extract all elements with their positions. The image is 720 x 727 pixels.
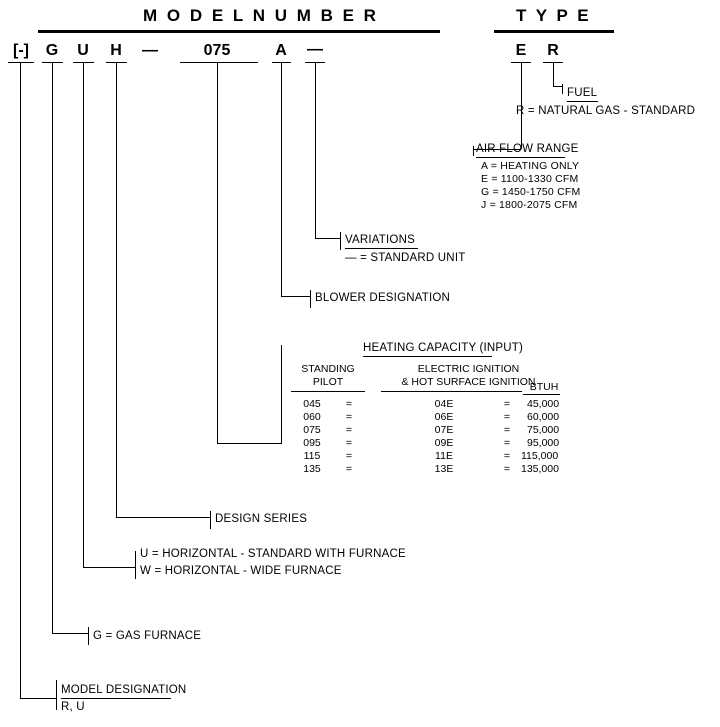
leader-line-capacity-horizontal [217,443,282,444]
type-char-r: R [547,42,559,59]
leader-line-model-designation-horizontal [20,698,56,699]
table-row-eq1-2: = [345,424,353,436]
code-char-g: G [45,42,59,59]
callout-airflow-line-3: J = 1800-2075 CFM [481,199,578,211]
leader-line-model-designation-tick [56,680,57,710]
leader-line-fuel-tick [562,84,563,94]
callout-cabinet-line-1: W = HORIZONTAL - WIDE FURNACE [140,565,342,577]
callout-gas-furnace-line-0: G = GAS FURNACE [93,630,202,642]
heating-capacity-title: HEATING CAPACITY (INPUT) [363,342,524,354]
callout-fuel-heading: FUEL [567,87,598,99]
leader-line-gas-furnace-horizontal [52,633,88,634]
table-row-electronic-5: 13E [434,463,454,475]
leader-line-design-series-horizontal [116,517,210,518]
table-row-eq1-3: = [345,437,353,449]
leader-line-variations-vertical [315,62,316,238]
table-row-btuh-2: 75,000 [527,424,560,436]
leader-line-capacity-riser [281,345,282,444]
table-row-electronic-1: 06E [434,411,454,423]
table-row-eq2-4: = [503,450,511,462]
table-row-pilot-1: 060 [303,411,321,423]
leader-line-cabinet-horizontal [83,567,135,568]
table-row-eq2-5: = [503,463,511,475]
heating-capacity-col3-rule [523,394,560,395]
leader-line-variations-tick [340,232,341,250]
code-char-dash2: — [307,41,323,58]
code-char-bracket-underline [8,62,34,63]
leader-line-design-series-vertical [116,62,117,518]
heating-capacity-col1-head-line1: STANDING [301,363,355,375]
table-row-btuh-5: 135,000 [521,463,559,475]
type-title-rule [494,30,614,33]
table-row-pilot-5: 135 [303,463,321,475]
callout-airflow-heading: AIR FLOW RANGE [476,143,579,155]
leader-line-gas-furnace-tick [88,627,89,645]
table-row-eq1-1: = [345,411,353,423]
table-row-eq2-0: = [503,398,511,410]
code-char-capacity-underline [180,62,258,63]
code-char-u: U [77,42,89,59]
table-row-btuh-4: 115,000 [521,450,559,462]
leader-line-variations-horizontal [315,238,340,239]
heating-capacity-col2-rule [381,391,522,392]
callout-fuel-heading-underline [567,101,598,102]
callout-model-designation-heading-underline [61,698,171,699]
callout-airflow-line-2: G = 1450-1750 CFM [481,186,581,198]
leader-line-blower-vertical [281,62,282,296]
type-char-e: E [515,42,527,59]
leader-line-model-designation-vertical [20,62,21,698]
code-char-bracket: [-] [13,42,29,59]
table-row-eq1-5: = [345,463,353,475]
leader-line-gas-furnace-vertical [52,62,53,633]
table-row-electronic-4: 11E [435,450,453,462]
table-row-pilot-4: 115 [303,450,321,462]
heating-capacity-title-underline [363,356,492,357]
table-row-pilot-3: 095 [303,437,321,449]
code-char-dash1: — [142,42,158,59]
callout-model-designation-heading: MODEL DESIGNATION [61,684,187,696]
code-char-capacity: 075 [203,42,231,59]
callout-airflow-line-0: A = HEATING ONLY [481,160,580,172]
leader-line-fuel-vertical [553,62,554,86]
table-row-eq1-4: = [345,450,353,462]
leader-line-blower-tick [310,290,311,308]
callout-airflow-heading-underline [476,157,565,158]
table-row-btuh-1: 60,000 [527,411,560,423]
table-row-btuh-0: 45,000 [527,398,560,410]
table-row-pilot-0: 045 [303,398,321,410]
table-row-pilot-2: 075 [303,424,321,436]
callout-variations-heading: VARIATIONS [345,234,415,246]
leader-line-blower-horizontal [281,296,310,297]
model-number-title: M O D E L N U M B E R [143,6,379,25]
table-row-electronic-3: 09E [434,437,454,449]
model-number-title-rule [38,30,440,33]
heating-capacity-col2-head-line2: & HOT SURFACE IGNITION [401,376,536,388]
leader-line-cabinet-vertical [83,62,84,567]
callout-airflow-line-1: E = 1100-1330 CFM [481,173,579,185]
table-row-eq2-2: = [503,424,511,436]
callout-variations-heading-underline [345,248,418,249]
callout-design-series-heading: DESIGN SERIES [215,513,308,525]
leader-line-cabinet-tick [135,551,136,579]
type-title: T Y P E [516,6,592,25]
callout-cabinet-line-0: U = HORIZONTAL - STANDARD WITH FURNACE [140,548,406,560]
leader-line-design-series-tick [210,511,211,529]
callout-blower-heading: BLOWER DESIGNATION [315,292,451,304]
table-row-eq1-0: = [345,398,353,410]
table-row-eq2-1: = [503,411,511,423]
heating-capacity-col3-head-line1: BTUH [529,381,559,393]
table-row-btuh-3: 95,000 [527,437,560,449]
heating-capacity-col1-head-line2: PILOT [312,376,344,388]
leader-line-fuel-horizontal [553,86,562,87]
code-char-h: H [110,42,122,59]
table-row-electronic-2: 07E [434,424,454,436]
callout-fuel-line-0: R = NATURAL GAS - STANDARD [516,105,696,117]
heating-capacity-col1-rule [291,391,365,392]
table-row-electronic-0: 04E [434,398,454,410]
table-row-eq2-3: = [503,437,511,449]
leader-line-capacity-vertical [217,62,218,444]
callout-variations-line-0: — = STANDARD UNIT [345,252,466,264]
callout-model-designation-line-0: R, U [61,701,85,713]
heating-capacity-col2-head-line1: ELECTRIC IGNITION [417,363,520,375]
leader-line-airflow-tick [473,146,474,156]
code-char-a: A [275,42,287,59]
